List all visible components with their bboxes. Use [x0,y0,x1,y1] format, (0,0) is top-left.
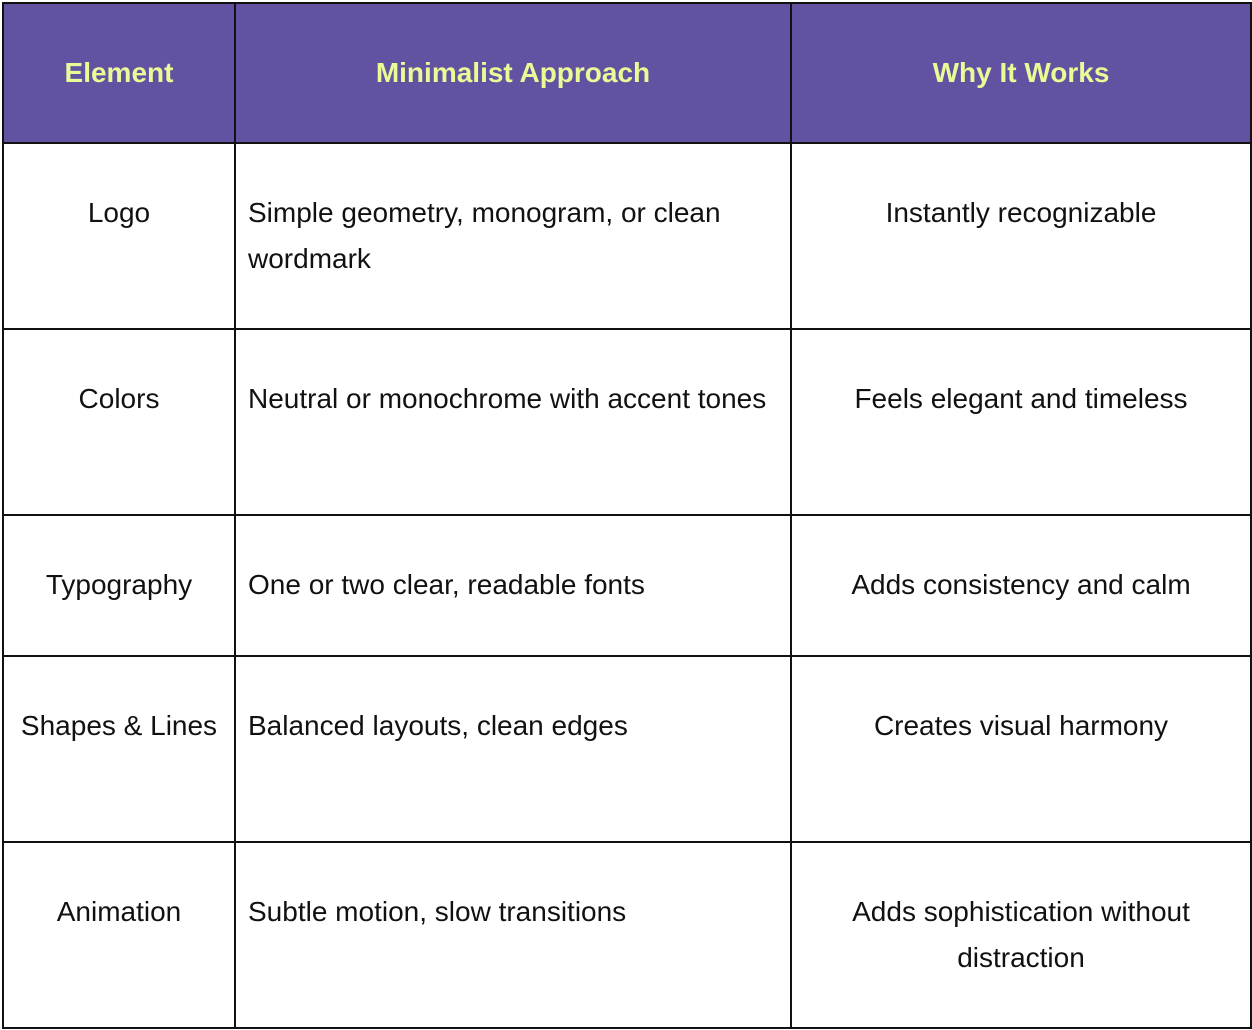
element-cell: Animation [3,842,235,1028]
approach-cell: Neutral or monochrome with accent tones [235,329,791,515]
header-element: Element [3,3,235,143]
reason-cell: Feels elegant and timeless [791,329,1251,515]
table-row [3,329,1251,515]
element-cell: Colors [3,329,235,515]
minimalist-design-table [2,2,1252,1029]
element-cell: Logo [3,143,235,329]
reason-cell: Adds sophistication without distraction [791,842,1251,1028]
approach-cell: Subtle motion, slow transitions [235,842,791,1028]
approach-cell: One or two clear, readable fonts [235,515,791,656]
header-why-it-works: Why It Works [791,3,1251,143]
header-minimalist-approach: Minimalist Approach [235,3,791,143]
table-row [3,143,1251,329]
reason-cell: Instantly recognizable [791,143,1251,329]
approach-cell: Balanced layouts, clean edges [235,656,791,842]
reason-cell: Creates visual harmony [791,656,1251,842]
approach-cell: Simple geometry, monogram, or clean wordmark [235,143,791,329]
element-cell: Typography [3,515,235,656]
table-row [3,842,1251,1028]
table-row [3,656,1251,842]
table-header-row [3,3,1251,143]
reason-cell: Adds consistency and calm [791,515,1251,656]
table-row [3,515,1251,656]
element-cell: Shapes & Lines [3,656,235,842]
